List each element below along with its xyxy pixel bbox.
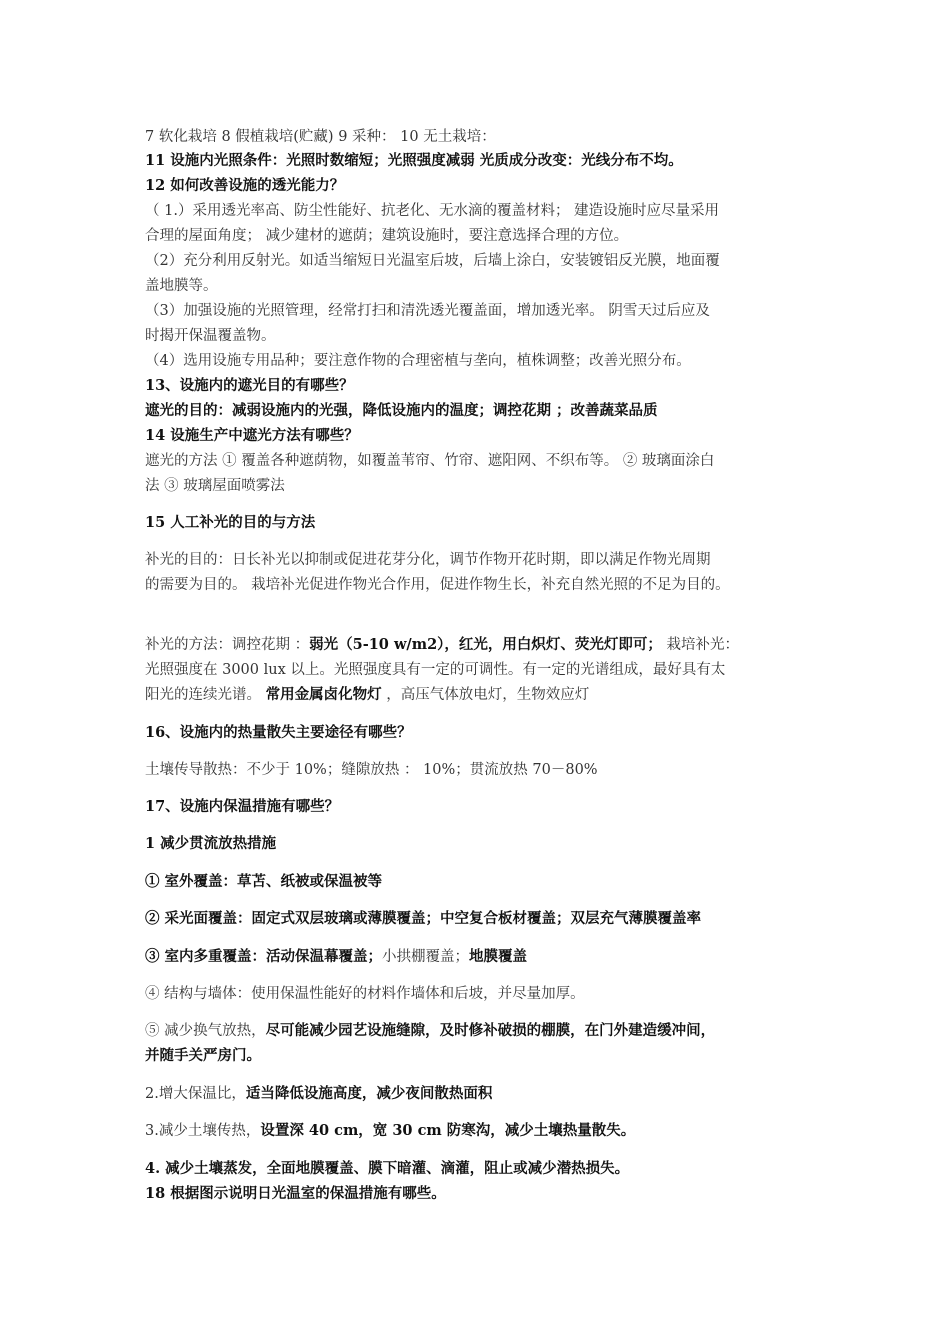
bold-text: 弱光（5-10 w/m2），红光，用白炽灯、荧光灯即可； (309, 636, 662, 653)
text-line (145, 946, 527, 968)
bold-text: 18 根据图示说明日光温室的保温措施有哪些。 (145, 1185, 446, 1202)
bold-text: 16、设施内的热量散失主要途径有哪些？ (145, 724, 412, 741)
bold-text: 地膜覆盖 (469, 948, 528, 965)
body-text: 阳光的连续光谱。 (145, 687, 266, 703)
text-line (145, 475, 285, 497)
body-text: 合理的屋面角度； 减少建材的遮荫；建筑设施时，要注意选择合理的方位。 (145, 228, 629, 244)
bold-text: 14 设施生产中遮光方法有哪些？ (145, 427, 359, 444)
body-text: 栽培补光： (661, 637, 740, 653)
text-line (145, 200, 719, 222)
body-text: 7 软化栽培 8 假植栽培(贮藏) 9 采种： 10 无土栽培： (145, 129, 496, 145)
bold-text: 13、设施内的遮光目的有哪些？ (145, 377, 354, 394)
text-line (145, 250, 720, 272)
text-line (145, 400, 658, 422)
bold-text: 常用金属卤化物灯 (265, 686, 382, 703)
body-text: ④ 结构与墙体：使用保温性能好的材料作墙体和后坡，并尽量加厚。 (145, 986, 585, 1002)
text-line (145, 300, 710, 322)
text-line (145, 225, 628, 247)
body-text: 小拱棚覆盖； (382, 949, 470, 965)
text-line (145, 275, 218, 297)
body-text: （ 1.）采用透光率高、防尘性能好、抗老化、无水滴的覆盖材料； 建造设施时应尽量采用 (145, 203, 720, 219)
bold-text: 15 人工补光的目的与方法 (145, 514, 316, 531)
text-line (145, 796, 339, 818)
text-line (145, 574, 730, 596)
text-line (145, 908, 701, 930)
bold-text: 17、设施内保温措施有哪些？ (145, 798, 340, 815)
bold-text: 并随手关严房门。 (145, 1047, 261, 1064)
bold-text: 11 设施内光照条件：光照时数缩短；光照强度减弱 光质成分改变：光线分布不均。 (145, 152, 683, 169)
body-text: （2）充分利用反射光。如适当缩短日光温室后坡，后墙上涂白，安装镀铝反光膜，地面覆 (145, 253, 720, 269)
text-line (145, 684, 589, 706)
text-line (145, 983, 585, 1005)
body-text: 的需要为目的。 栽培补光促进作物光合作用，促进作物生长，补充自然光照的不足为目的。 (145, 577, 730, 593)
text-line (145, 833, 276, 855)
bold-text: 设置深 40 cm，宽 30 cm 防寒沟，减少土壤热量散失。 (260, 1122, 636, 1139)
text-line (145, 375, 354, 397)
text-line (145, 325, 276, 347)
bold-text: ③ 室内多重覆盖：活动保温幕覆盖； (145, 948, 383, 965)
bold-text: 尽可能减少园艺设施缝隙，及时修补破损的棚膜，在门外建造缓冲间， (265, 1022, 716, 1039)
text-line (145, 1183, 446, 1205)
body-text: 2.增大保温比， (145, 1086, 246, 1102)
body-text: 法 ③ 玻璃屋面喷雾法 (145, 478, 285, 494)
body-text: 3.减少土壤传热， (145, 1123, 261, 1139)
body-text: 遮光的方法 ① 覆盖各种遮荫物，如覆盖苇帘、竹帘、遮阳网、不织布等。 ② 玻璃面涂白 (145, 453, 715, 469)
text-line (145, 350, 691, 372)
text-line (145, 425, 359, 447)
bold-text: 1 减少贯流放热措施 (145, 835, 277, 852)
bold-text: 遮光的目的：减弱设施内的光强，降低设施内的温度；调控花期 ；改善蔬菜品质 (145, 402, 658, 419)
body-text: 光照强度在 3000 lux 以上。光照强度具有一定的可调性。有一定的光谱组成，最好具有太 (145, 662, 726, 678)
text-line (145, 512, 315, 534)
text-line (145, 759, 598, 781)
body-text: 盖地膜等。 (145, 278, 218, 294)
bold-text: ① 室外覆盖：草苫、纸被或保温被等 (145, 873, 383, 890)
body-text: 土壤传导散热：不少于 10%；缝隙放热 ： 10%；贯流放热 70－80% (145, 762, 598, 778)
text-line (145, 1020, 715, 1042)
body-text: （3）加强设施的光照管理，经常打扫和清洗透光覆盖面，增加透光率。 阴雪天过后应及 (145, 303, 710, 319)
body-text: ，高压气体放电灯，生物效应灯 (381, 687, 590, 703)
text-line (145, 126, 496, 148)
bold-text: 12 如何改善设施的透光能力？ (145, 177, 345, 194)
body-text: 补光的目的：日长补光以抑制或促进花芽分化，调节作物开花时期，即以满足作物光周期 (145, 552, 711, 568)
body-text: 时揭开保温覆盖物。 (145, 328, 276, 344)
text-line (145, 722, 412, 744)
text-line (145, 450, 714, 472)
body-text: ⑤ 减少换气放热， (145, 1023, 266, 1039)
text-line (145, 549, 711, 571)
text-line (145, 1083, 492, 1105)
text-line (145, 1158, 629, 1180)
text-line (145, 150, 683, 172)
body-text: 补光的方法：调控花期 ： (145, 637, 310, 653)
bold-text: 适当降低设施高度，减少夜间散热面积 (245, 1085, 493, 1102)
body-text: （4）选用设施专用品种；要注意作物的合理密植与垄向，植株调整；改善光照分布。 (145, 353, 691, 369)
bold-text: ② 采光面覆盖：固定式双层玻璃或薄膜覆盖；中空复合板材覆盖；双层充气薄膜覆盖率 (145, 910, 702, 927)
text-line (145, 659, 725, 681)
text-line (145, 634, 739, 656)
text-line (145, 871, 382, 893)
text-line (145, 1120, 635, 1142)
text-line (145, 175, 344, 197)
bold-text: 4. 减少土壤蒸发，全面地膜覆盖、膜下暗灌、滴灌，阻止或减少潜热损失。 (145, 1160, 630, 1177)
text-line (145, 1045, 261, 1067)
